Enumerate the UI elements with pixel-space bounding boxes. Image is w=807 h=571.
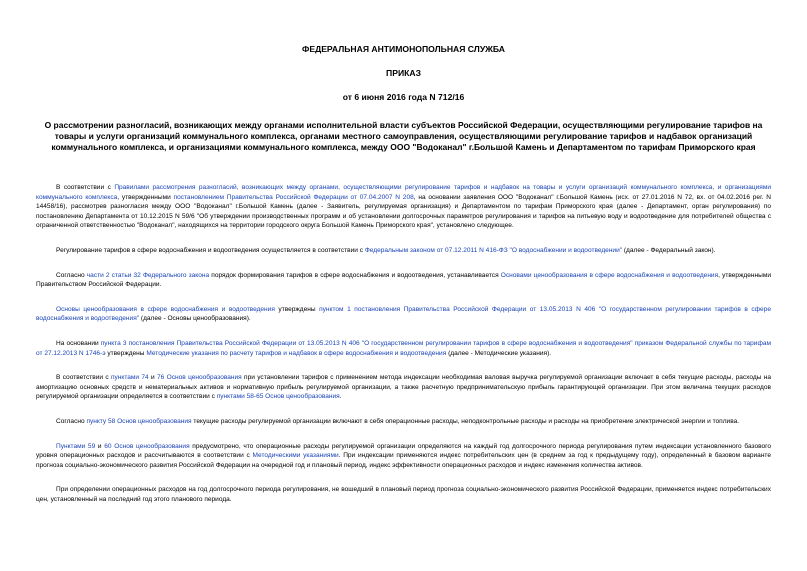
body-paragraph [36,485,771,504]
paragraph-text: и [148,374,158,382]
body-paragraph [36,417,771,427]
document-link[interactable]: части 2 статьи 32 Федерального закона [86,271,210,279]
document-link[interactable]: пункта 3 постановления Правительства Российской Федерации от 13.05.2013 N 406 "О государственном регулировании тарифов в сфере водоснабжения и водоотведения" [100,339,633,347]
document-link[interactable]: Правилами рассмотрения разногласий, возникающих между органами, осуществляющими регулирование тарифов и надбавок на товары и услуги организаций коммунального комплекса, и организациями коммунального комплекса [36,184,772,201]
paragraph-text: В соответствии с [56,184,115,191]
paragraph-text: текущие расходы регулируемой организации включают в себя операционные расходы, неподконтрольные расходы и расходы на приобретение электрической энергии и топлива. [191,417,740,425]
body-paragraph [36,183,771,231]
document-title: О рассмотрении разногласий, возникающих между органами исполнительной власти субъектов Российской Федерации, осуществляющими регулирование тарифов на товары и услуги организаций коммунального комплекса, органами местного самоуправления, осуществляющими регулирование тарифов и надбавок организаций коммунального комплекса, и организациями коммунального комплекса, между ООО "Водоканал" г.Большой Камень и Департаментом по тарифам Приморского края [44,120,763,152]
paragraph-text: (далее - Основы ценообразования). [139,315,251,323]
document-link[interactable]: Методические указания по расчету тарифов и надбавок в сфере водоснабжения и водоотведения [146,349,447,357]
paragraph-text: утверждены [105,349,147,357]
body-paragraph [36,373,771,402]
document-link[interactable]: Федеральным законом от 07.12.2011 N 416-ФЗ "О водоснабжении и водоотведении" [364,246,623,254]
document-link[interactable]: Методическими указаниями [252,452,339,460]
agency-name: ФЕДЕРАЛЬНАЯ АНТИМОНОПОЛЬНАЯ СЛУЖБА [302,44,505,54]
paragraph-text: при установлении тарифов с применением метода индексации необходимая валовая выручка регулируемой организации включает в себя текущие расходы, расходы на амортизацию основных средств и нематериальных активов и нормативную прибыль регулируемой организации, а также расчетную предпринимательскую прибыль гарантирующей организации. При этом величина текущих расходов регулируемой организации определяется в соответствии с [36,374,771,401]
paragraph-text: и [95,442,105,450]
document-link[interactable]: пунктами 74 [110,374,149,382]
document-body [36,183,771,504]
document-link[interactable]: пунктами 58-65 Основ ценообразования [216,393,340,401]
paragraph-text: В соответствии с [56,374,111,382]
document-link[interactable]: Пунктами 59 [56,442,96,450]
document-link[interactable]: Основами ценообразования в сфере водоснабжения и водоотведения [500,271,719,279]
paragraph-text: предусмотрено, что операционные расходы регулируемой организации определяются на каждый год долгосрочного периода регулирования путем индексации установленного базового уровня операционных расходов и рассчитываются в соответствии с [36,442,772,460]
paragraph-text: . [339,393,342,401]
paragraph-text: , утвержденными Правительством Российской Федерации. [36,271,771,289]
paragraph-text: (далее - Федеральный закон). [622,246,716,254]
paragraph-text: , утвержденными [117,193,174,201]
paragraph-text: Регулирование тарифов в сфере водоснабжения и водоотведения осуществляется в соответствии с [56,246,365,254]
document-link[interactable]: постановлением Правительства Российской Федерации от 07.04.2007 N 208 [173,193,414,201]
paragraph-text: , на основании заявления ООО "Водоканал" г.Большой Камень (исх. от 27.01.2016 N 72, вх. от 04.02.2016 рег. N 14458/16), рассмотрев разногласия между ООО "Водоканал" г.Большой Камень (далее - Заявитель, регулируемая организация) и Департаментом по тарифам Приморского края (далее - Департамент, орган регулирования) по постановлению Департамента от 10.12.2015 N 59/6 "Об утверждении производственных программ и об установлении долгосрочных параметров регулирования и тарифов на питьевую воду и водоотведение для потребителей общества с ограниченной ответственностью "Водоканал", находящихся на территории городского округа Большой Камень Приморского края", установлено следующее. [36,193,771,230]
paragraph-text: На основании [56,339,101,347]
paragraph-text: При определении операционных расходов на год долгосрочного периода регулирования, не вошедший в плановый период прогноза социально-экономического развития Российской Федерации, применяется индекс потребительских цен, установленный на последний год этого планового периода. [36,486,771,503]
document-type: ПРИКАЗ [386,68,421,78]
document-link[interactable]: 60 Основ ценообразования [104,442,190,450]
body-paragraph [36,305,771,324]
body-paragraph [36,339,771,358]
document-link[interactable]: пунктом 1 постановления Правительства Российской Федерации от 13.05.2013 N 406 "О государственном регулировании тарифов в сфере водоснабжения и водоотведения" [36,305,771,323]
body-paragraph [36,271,771,290]
paragraph-text: Согласно [56,417,87,425]
document-link[interactable]: 76 Основ ценообразования [157,374,242,382]
paragraph-text: утверждены [274,305,320,313]
paragraph-text: порядок формирования тарифов в сфере водоснабжения и водоотведения, устанавливается [209,271,501,279]
document-link[interactable]: Основы ценообразования в сфере водоснабжения и водоотведения [56,305,275,313]
body-paragraph [36,442,771,471]
document-link[interactable]: пункту 58 Основ ценообразования [86,417,192,425]
body-paragraph [36,246,771,256]
document-date: от 6 июня 2016 года N 712/16 [342,92,465,102]
paragraph-text: (далее - Методические указания). [446,349,552,357]
paragraph-text: . При индексации применяются индекс потребительских цен (в среднем за год к предыдущему году), определенный в базовом варианте прогноза социально-экономического развития Российской Федерации на очередной год и плановый период, индекс эффективности операционных расходов и индекс изменения количества активов. [36,452,771,469]
paragraph-text: Согласно [56,271,87,279]
document-link[interactable]: приказом Федеральной службы по тарифам от 27.12.2013 N 1746-э [36,339,771,357]
